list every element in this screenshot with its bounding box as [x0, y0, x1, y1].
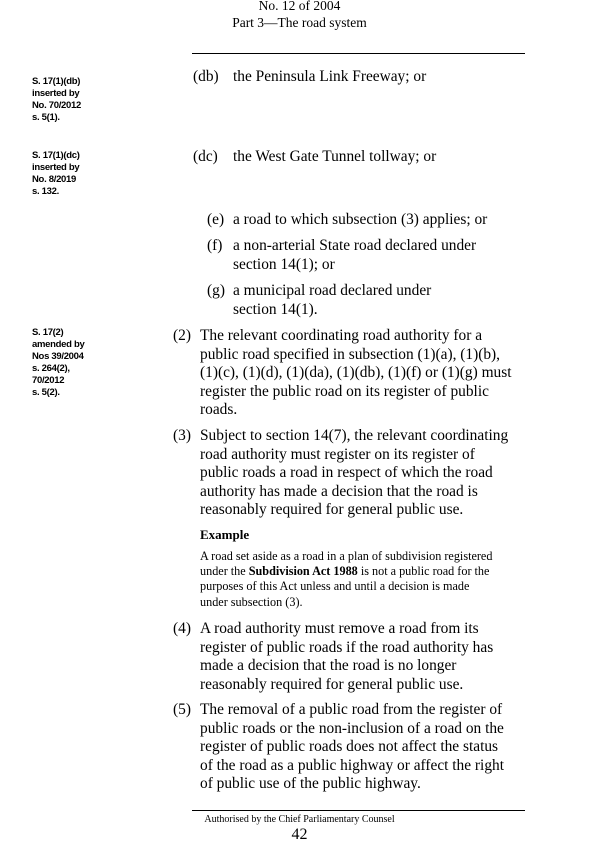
margin-note-line: No. 70/2012 [32, 100, 81, 111]
subsection-text: of the road as a public highway or affect the right [200, 756, 505, 774]
paragraph-text: a municipal road declared under [233, 282, 432, 299]
margin-note-17-1-dc [32, 150, 112, 198]
margin-note-line: S. 17(1)(db) [32, 76, 81, 87]
example-text [200, 549, 492, 610]
subsection-text: road authority must register on its register of [200, 445, 475, 463]
subsection-text: made a decision that the road is no longer [200, 657, 457, 674]
paragraph-text: the West Gate Tunnel tollway; or [233, 148, 437, 165]
paragraph-label: (f) [207, 237, 223, 254]
subsection-text: of public use of the public highway. [200, 775, 421, 792]
example-line: A road set aside as a road in a plan of subdivision registered [200, 549, 493, 563]
subsection-label: (5) [173, 701, 191, 718]
paragraph-db [193, 68, 426, 87]
paragraph-text: the Peninsula Link Freeway; or [233, 68, 427, 85]
subsection-text: reasonably required for general public use. [200, 675, 464, 693]
paragraph-label: (e) [207, 211, 225, 228]
paragraph-text: a non-arterial State road declared under [233, 237, 477, 254]
margin-note-line: 70/2012 [32, 375, 65, 386]
margin-note-line: S. 17(2) [32, 327, 64, 338]
example-line: under subsection (3). [200, 594, 303, 609]
margin-note-line: s. 132. [32, 186, 59, 197]
paragraph-f [207, 237, 476, 274]
subsection-text: public road specified in subsection (1)(a), (1)(b), [200, 345, 501, 363]
subsection-label: (2) [173, 327, 191, 344]
subsection-4 [173, 620, 493, 694]
paragraph-g [207, 282, 431, 319]
margin-note-17-1-db [32, 76, 112, 124]
margin-note-line: inserted by [32, 88, 80, 99]
paragraph-label: (dc) [193, 148, 218, 165]
subsection-text: The relevant coordinating road authority for a [200, 327, 483, 344]
subsection-text: register the public road on its register of public [200, 382, 489, 400]
paragraph-text: section 14(1). [233, 300, 318, 318]
subsection-text: authority has made a decision that the road is [200, 482, 478, 500]
header-rule [192, 53, 525, 54]
paragraph-e [207, 211, 487, 230]
subsection-text: A road authority must remove a road from its [200, 620, 479, 637]
margin-note-line: inserted by [32, 162, 80, 173]
margin-note-line: s. 264(2), [32, 363, 70, 374]
example-line: under the Subdivision Act 1988 is not a public road for the [200, 564, 490, 579]
subsection-label: (4) [173, 620, 191, 637]
margin-note-line: No. 8/2019 [32, 174, 76, 185]
page-number: 42 [291, 826, 308, 843]
subsection-text: roads. [200, 401, 238, 418]
paragraph-dc [193, 148, 436, 167]
margin-note-17-2 [32, 327, 112, 399]
act-number: No. 12 of 2004 [258, 0, 341, 13]
subsection-text: register of public roads does not affect the status [200, 738, 499, 755]
subsection-text: public roads or the non-inclusion of a road on the [200, 719, 504, 737]
subsection-text: public roads a road in respect of which the road [200, 464, 493, 481]
margin-note-line: amended by [32, 339, 85, 350]
subsection-text: register of public roads if the road authority has [200, 638, 494, 656]
subsection-text: (1)(c), (1)(d), (1)(da), (1)(db), (1)(f) or (1)(g) must [200, 364, 512, 381]
margin-note-line: S. 17(1)(dc) [32, 150, 80, 161]
margin-note-line: s. 5(2). [32, 387, 60, 398]
subsection-text: Subject to section 14(7), the relevant coordinating [200, 427, 509, 444]
example-line: purposes of this Act unless and until a decision is made [200, 579, 470, 594]
act-name: Subdivision Act 1988 [248, 564, 358, 579]
subsection-label: (3) [173, 427, 191, 444]
margin-note-line: s. 5(1). [32, 112, 60, 123]
paragraph-text: section 14(1); or [233, 255, 335, 273]
margin-note-line: Nos 39/2004 [32, 351, 84, 362]
subsection-text: reasonably required for general public use. [200, 501, 464, 518]
footer-rule [192, 810, 525, 811]
subsection-2 [173, 327, 512, 420]
paragraph-text: a road to which subsection (3) applies; or [233, 211, 488, 228]
part-title: Part 3—The road system [232, 15, 367, 30]
subsection-5 [173, 701, 504, 794]
subsection-3 [173, 427, 508, 520]
example-heading: Example [200, 527, 250, 542]
subsection-text: The removal of a public road from the register of [200, 701, 503, 718]
authorised-note: Authorised by the Chief Parliamentary Counsel [204, 814, 395, 825]
paragraph-label: (g) [207, 282, 225, 299]
paragraph-label: (db) [193, 68, 219, 85]
